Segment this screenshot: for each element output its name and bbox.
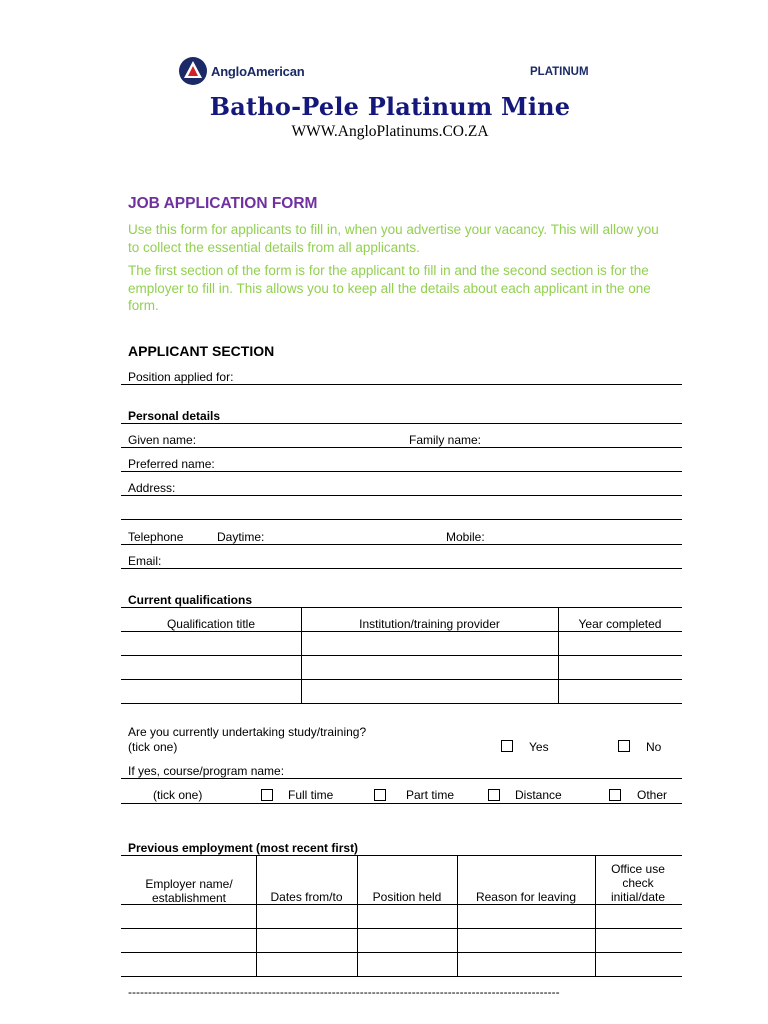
part-time-checkbox[interactable] <box>374 789 386 801</box>
office-use-header: Office use check initial/date <box>610 862 666 904</box>
intro-paragraph-1: Use this form for applicants to fill in, when you advertise your vacancy. This will allow you to collect the essential details from all applicants. <box>128 222 659 255</box>
daytime-label: Daytime: <box>217 530 265 544</box>
cut-line: ------------------------------------------------------------------------------------------------------------ <box>128 985 560 999</box>
institution-header: Institution/training provider <box>359 617 500 631</box>
preferred-name-label: Preferred name: <box>128 457 215 471</box>
divider <box>121 803 682 804</box>
personal-details-heading: Personal details <box>128 409 221 423</box>
course-name-label: If yes, course/program name: <box>128 764 285 778</box>
telephone-field[interactable] <box>121 544 682 545</box>
other-label: Other <box>637 788 668 802</box>
table-divider <box>256 855 257 976</box>
qualifications-table-top <box>121 607 682 608</box>
table-divider <box>595 855 596 976</box>
position-held-header: Position held <box>372 890 442 904</box>
address-field-line-2[interactable] <box>121 519 682 520</box>
position-label: Position applied for: <box>128 370 234 384</box>
full-time-checkbox[interactable] <box>261 789 273 801</box>
distance-label: Distance <box>515 788 562 802</box>
preferred-name-field[interactable] <box>121 471 682 472</box>
employment-row[interactable] <box>121 928 682 929</box>
employer-name-header: Employer name/ establishment <box>145 877 233 905</box>
employment-table-top <box>121 855 682 856</box>
qualifications-row[interactable] <box>121 703 682 704</box>
employment-row[interactable] <box>121 952 682 953</box>
qualifications-row[interactable] <box>121 655 682 656</box>
qualifications-header-bottom <box>121 631 682 632</box>
position-field[interactable] <box>121 384 682 385</box>
family-name-label: Family name: <box>409 433 482 447</box>
address-label: Address: <box>128 481 176 495</box>
mine-title: Batho-Pele Platinum Mine <box>209 92 571 121</box>
other-checkbox[interactable] <box>609 789 621 801</box>
part-time-label: Part time <box>406 788 455 802</box>
yes-label: Yes <box>529 740 549 754</box>
yes-checkbox[interactable] <box>501 740 513 752</box>
form-title: JOB APPLICATION FORM <box>128 195 318 212</box>
full-time-label: Full time <box>288 788 334 802</box>
reason-for-leaving-header: Reason for leaving <box>475 890 577 904</box>
employment-row[interactable] <box>121 976 682 977</box>
given-name-label: Given name: <box>128 433 197 447</box>
study-question: Are you currently undertaking study/training? <box>128 725 367 739</box>
no-label: No <box>646 740 662 754</box>
qualification-title-header: Qualification title <box>166 617 256 631</box>
employment-heading: Previous employment (most recent first) <box>128 841 359 855</box>
telephone-label: Telephone <box>128 530 184 544</box>
email-label: Email: <box>128 554 162 568</box>
qualifications-heading: Current qualifications <box>128 593 253 607</box>
platinum-label: PLATINUM <box>530 66 589 78</box>
mobile-label: Mobile: <box>446 530 485 544</box>
anglo-american-logo-icon <box>178 56 208 86</box>
applicant-section-title: APPLICANT SECTION <box>128 343 275 359</box>
website-url: WWW.AngloPlatinums.CO.ZA <box>291 123 489 140</box>
address-field[interactable] <box>121 495 682 496</box>
intro-paragraph-2: The first section of the form is for the applicant to fill in and the second section is for the employer to fill in. This allows you to keep all the details about each applicant in the one form. <box>128 263 651 313</box>
table-divider <box>357 855 358 976</box>
table-divider <box>457 855 458 976</box>
course-name-field[interactable] <box>121 778 682 779</box>
qualifications-row[interactable] <box>121 679 682 680</box>
name-field[interactable] <box>121 447 682 448</box>
tick-one-label: (tick one) <box>128 740 178 754</box>
year-completed-header: Year completed <box>578 617 662 631</box>
no-checkbox[interactable] <box>618 740 630 752</box>
company-logo <box>178 56 304 86</box>
divider <box>121 423 682 424</box>
logo-text: AngloAmerican <box>211 63 305 79</box>
distance-checkbox[interactable] <box>488 789 500 801</box>
dates-header: Dates from/to <box>270 890 343 904</box>
email-field[interactable] <box>121 568 682 569</box>
tick-one-label-2: (tick one) <box>153 788 203 802</box>
